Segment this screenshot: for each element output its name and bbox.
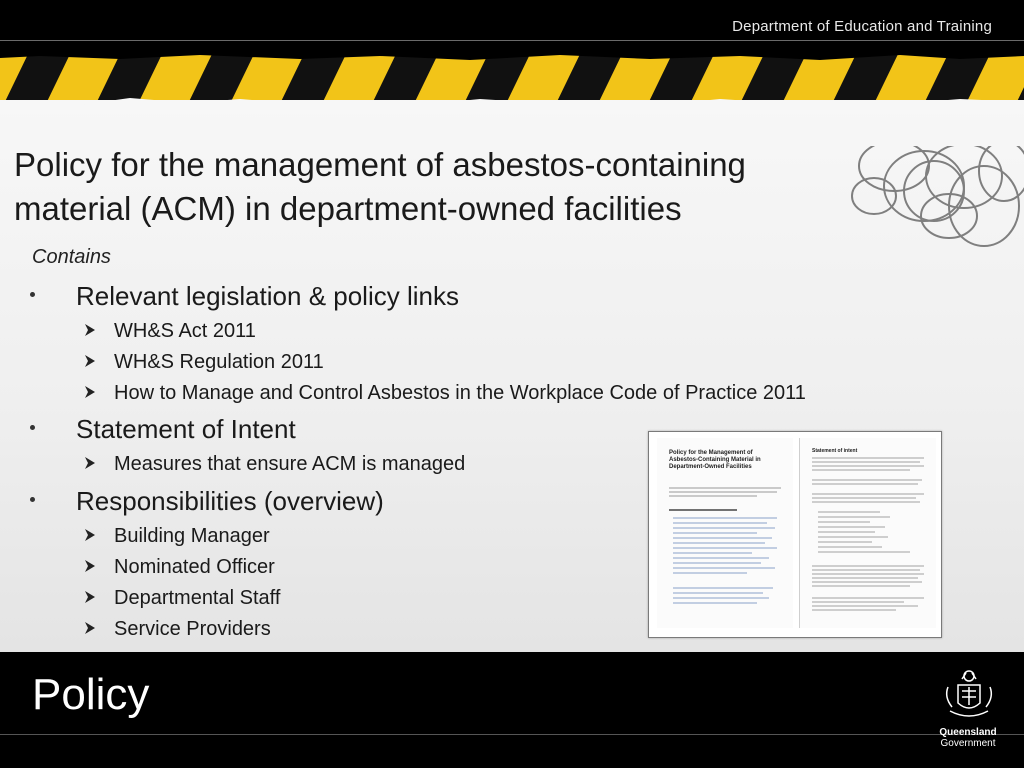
arrow-bullet-icon <box>82 384 98 400</box>
arrow-bullet-icon <box>82 527 98 543</box>
document-heading: Statement of intent <box>812 448 858 454</box>
top-header-bar <box>0 0 1024 50</box>
footer-bar <box>0 652 1024 768</box>
bullet-dot-icon <box>30 497 35 502</box>
arrow-bullet-icon <box>82 455 98 471</box>
list-item: Service Providers <box>114 618 271 641</box>
arrow-bullet-icon <box>82 558 98 574</box>
policy-document-thumbnail <box>648 431 942 638</box>
contains-label: Contains <box>32 246 111 268</box>
document-page-right <box>799 438 936 628</box>
arrow-bullet-icon <box>82 353 98 369</box>
queensland-crest-icon <box>940 667 998 727</box>
slide-title: Policy for the management of asbestos-containing material (ACM) in department-owned facilities <box>14 146 746 227</box>
document-title: Policy for the Management of Asbestos-Containing Material in Department-Owned Facilities <box>669 450 761 470</box>
list-item: WH&S Regulation 2011 <box>114 351 324 374</box>
section-heading: Responsibilities (overview) <box>76 486 384 517</box>
document-page-left <box>657 438 793 628</box>
bullet-dot-icon <box>30 425 35 430</box>
section-title: Policy <box>32 670 150 719</box>
queensland-government-logo: Queensland Government <box>939 727 997 749</box>
list-item: Measures that ensure ACM is managed <box>114 453 465 476</box>
list-item: How to Manage and Control Asbestos in the Workplace Code of Practice 2011 <box>114 382 806 405</box>
bullet-dot-icon <box>30 292 35 297</box>
section-heading: Relevant legislation & policy links <box>76 281 459 312</box>
arrow-bullet-icon <box>82 620 98 636</box>
list-item: Building Manager <box>114 525 270 548</box>
department-name: Department of Education and Training <box>732 18 992 35</box>
header-divider <box>0 40 1024 41</box>
footer-divider <box>0 734 1024 735</box>
section-heading: Statement of Intent <box>76 414 296 445</box>
arrow-bullet-icon <box>82 589 98 605</box>
document-text-lines <box>657 438 793 628</box>
list-item: Departmental Staff <box>114 587 280 610</box>
document-text-lines <box>800 438 936 628</box>
arrow-bullet-icon <box>82 322 98 338</box>
list-item: Nominated Officer <box>114 556 275 579</box>
list-item: WH&S Act 2011 <box>114 320 256 343</box>
